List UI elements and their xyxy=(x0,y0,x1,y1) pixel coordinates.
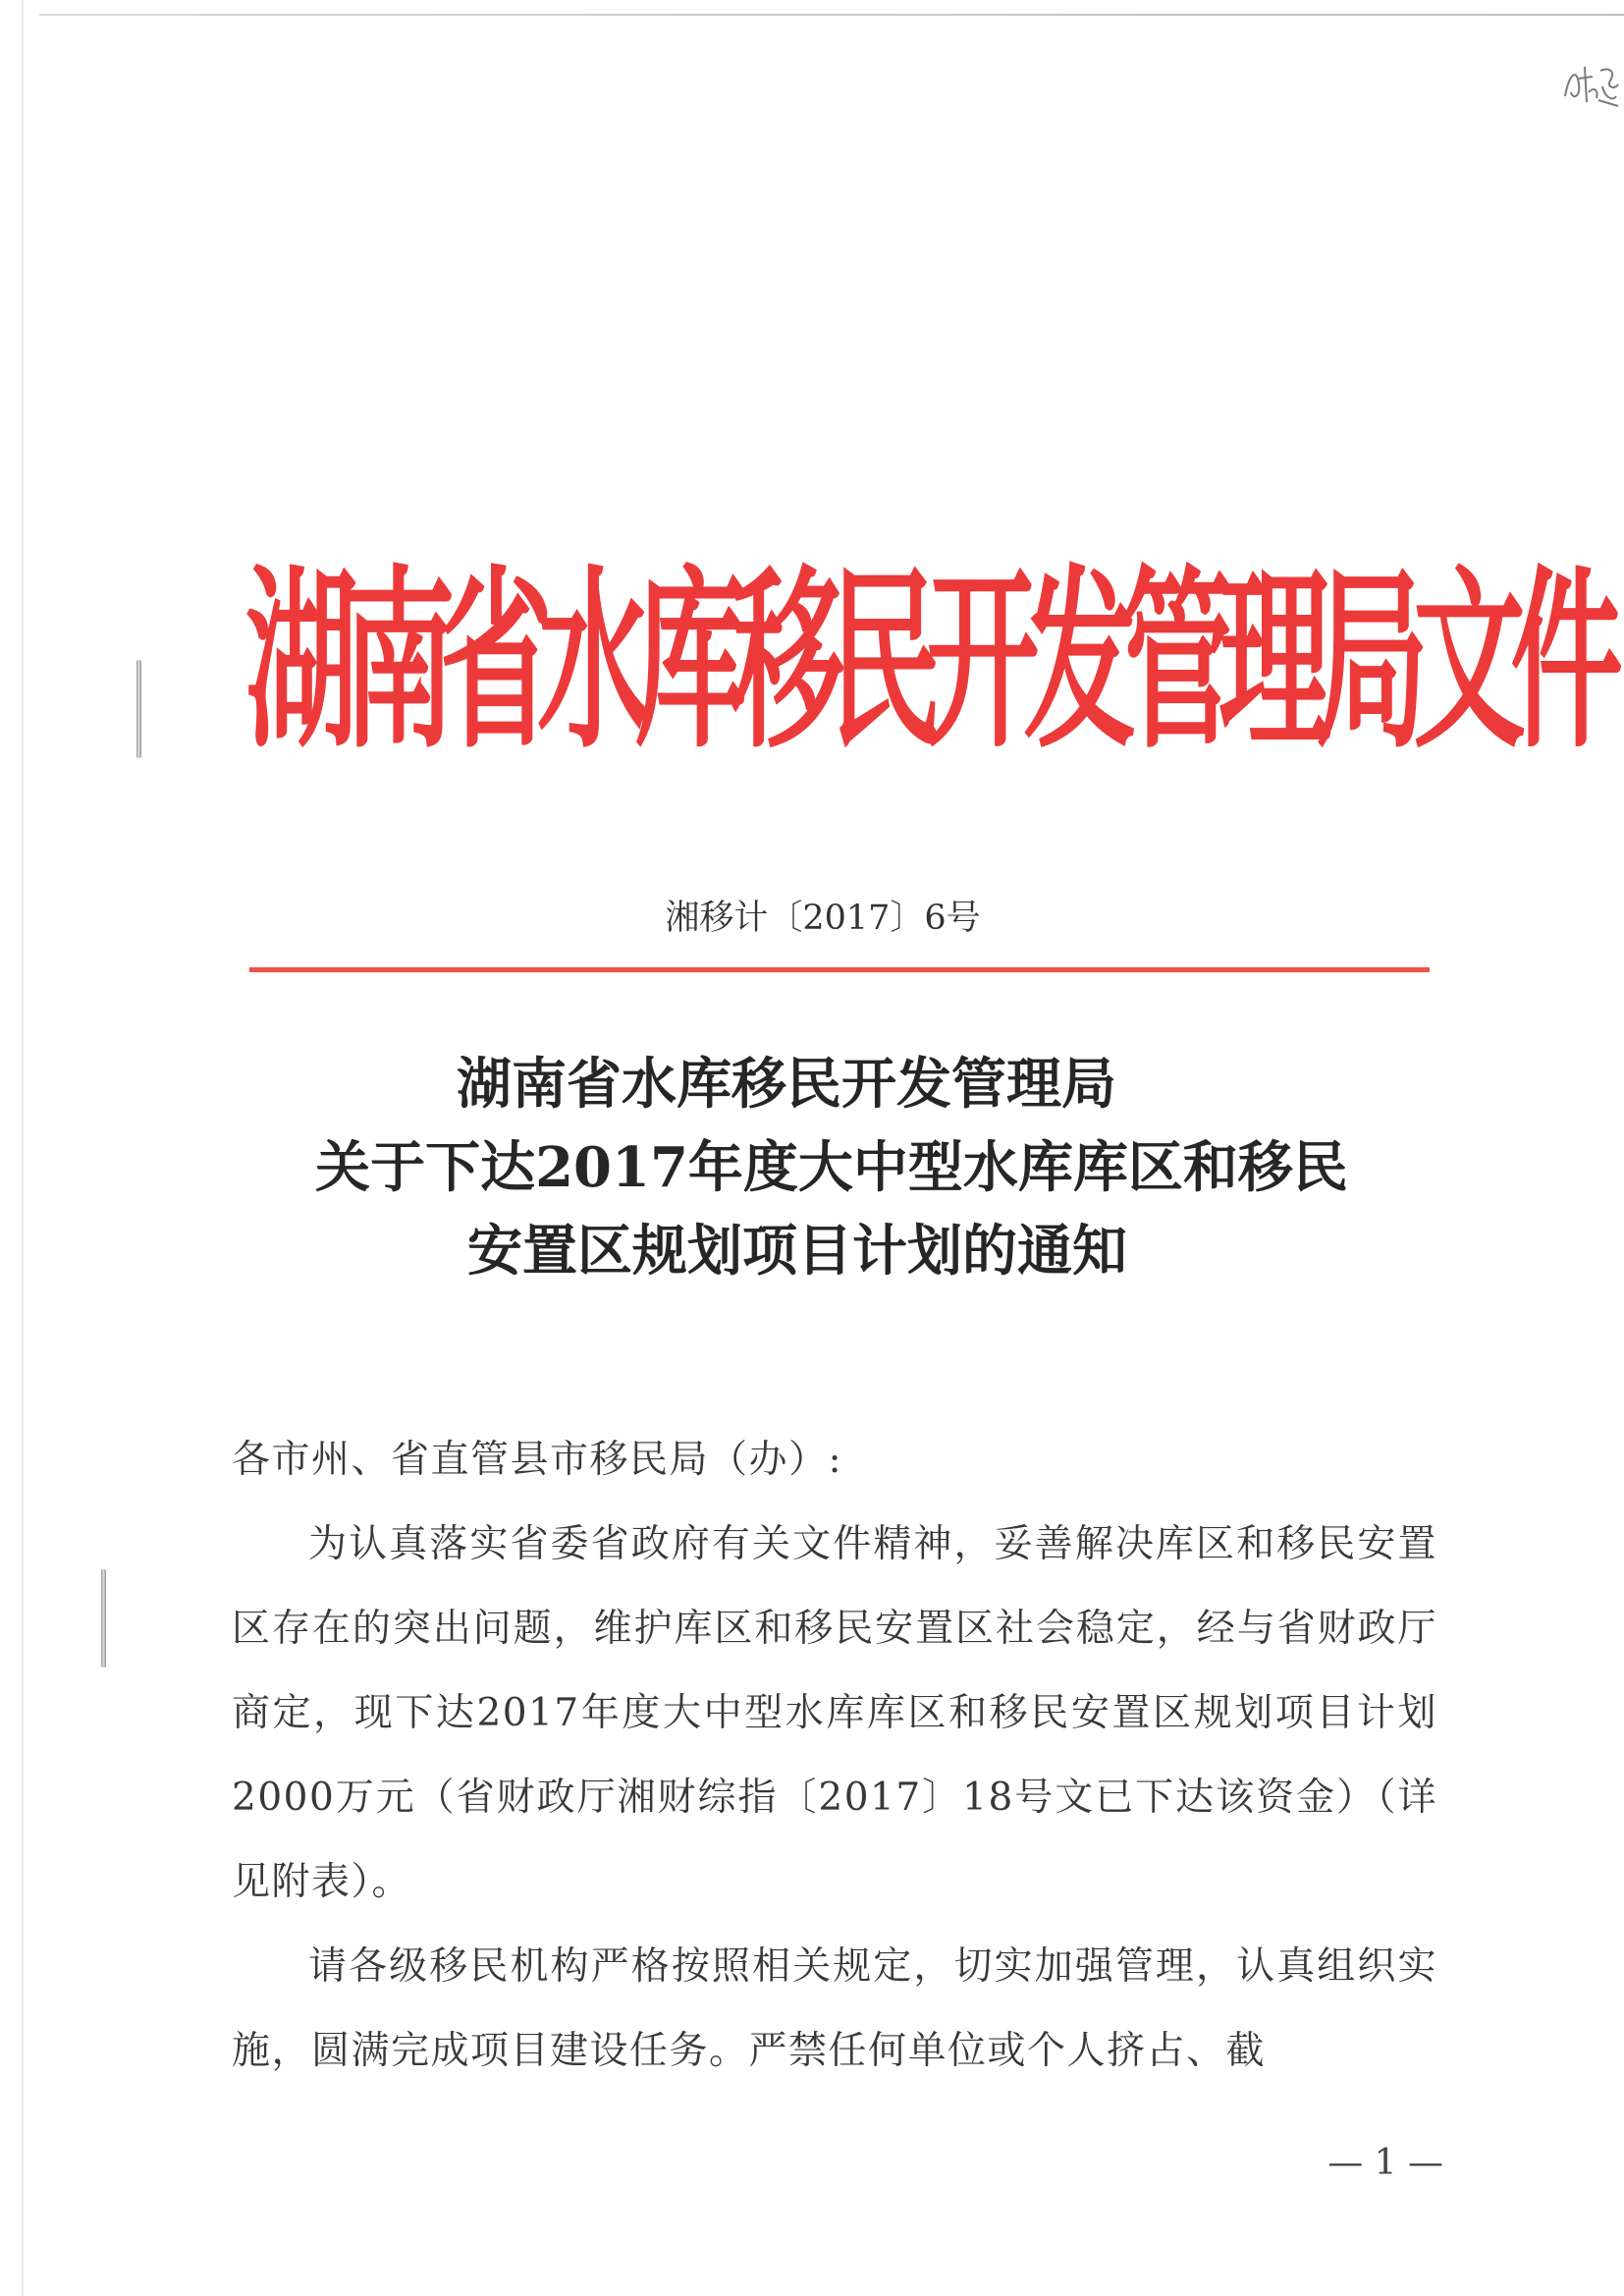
document-masthead: 湖南省水库移民开发管理局文件 xyxy=(245,550,1608,776)
page-edge-top xyxy=(39,14,1624,16)
document-body xyxy=(232,1418,1437,2094)
staple-mark-upper xyxy=(136,660,141,758)
title-line: 关于下达2017年度大中型水库库区和移民 xyxy=(315,1135,1348,1200)
document-number: 湘移计〔2017〕6号 xyxy=(665,899,981,938)
title-line: 安置区规划项目计划的通知 xyxy=(467,1219,1127,1284)
handwritten-initials xyxy=(1559,57,1622,112)
document-title xyxy=(0,1043,1624,1293)
body-paragraph: 请各级移民机构严格按照相关规定，切实加强管理，认真组织实施，圆满完成项目建设任务。严禁任何单位或个人挤占、截 xyxy=(232,1944,1437,2073)
page-number: — 1 — xyxy=(1327,2143,1443,2183)
body-paragraph: 为认真落实省委省政府有关文件精神，妥善解决库区和移民安置区存在的突出问题，维护库区和移民安置区社会稳定，经与省财政厅商定，现下达2017年度大中型水库库区和移民安置区规划项目计划2000万元（省财政厅湘财综指〔2017〕18号文已下达该资金）（详见附表）。 xyxy=(232,1522,1437,1904)
salutation: 各市州、省直管县市移民局（办）: xyxy=(232,1438,843,1482)
title-line: 湖南省水库移民开发管理局 xyxy=(457,1052,1116,1117)
staple-mark-lower xyxy=(101,1569,106,1667)
masthead-divider-rule xyxy=(249,967,1430,972)
